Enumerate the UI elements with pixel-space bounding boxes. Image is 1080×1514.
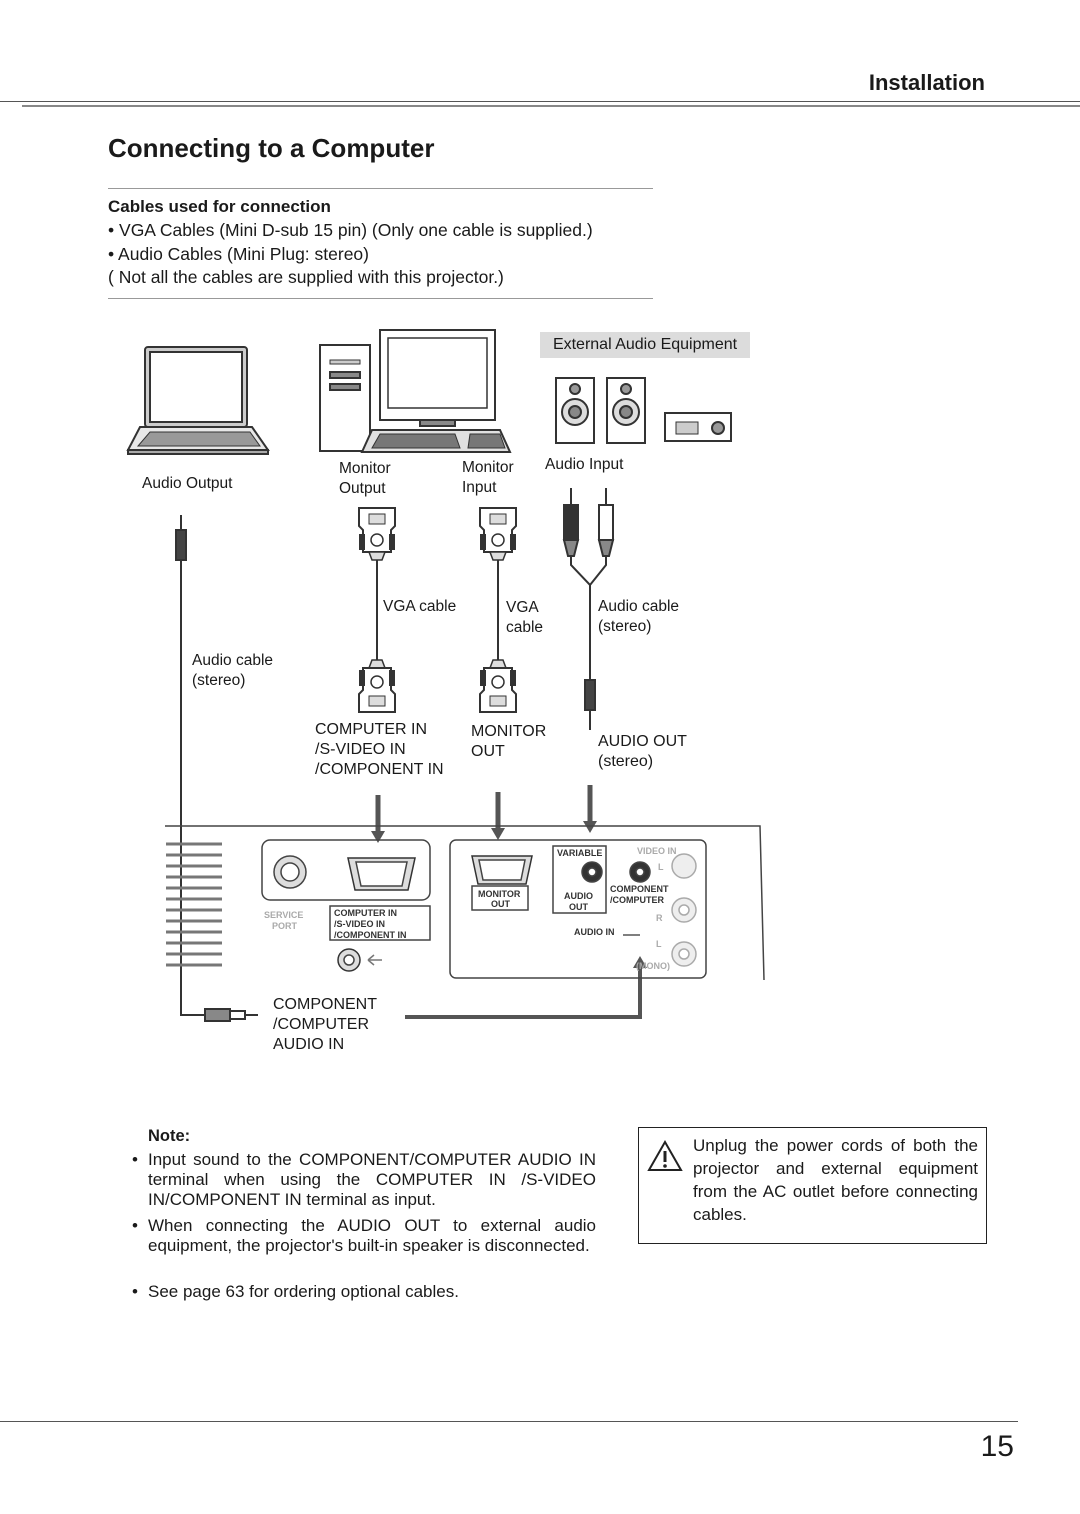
cables-line-2: • Audio Cables (Mini Plug: stereo) xyxy=(108,244,369,264)
panel-svideo-in-label: /S-VIDEO IN xyxy=(334,919,386,929)
component-audio-plug-icon xyxy=(205,1009,258,1021)
component-audio-in-label: COMPONENT /COMPUTER AUDIO IN xyxy=(273,996,377,1053)
monitor-input-label: Monitor Input xyxy=(462,459,514,496)
monitor-out-connector-icon xyxy=(472,856,532,884)
panel-component-in-label: /COMPONENT IN xyxy=(334,930,407,940)
panel-l-label-2: L xyxy=(656,939,662,949)
amplifier-icon xyxy=(665,413,731,441)
vent-grille-icon xyxy=(166,844,222,965)
rca-jack-r-icon xyxy=(672,898,696,922)
panel-service-label: SERVICE xyxy=(264,910,304,920)
footer-rule xyxy=(0,1421,1018,1422)
vga-cable-label-1: VGA cable xyxy=(383,598,457,615)
cables-heading: Cables used for connection xyxy=(108,197,331,216)
note-item-3: • See page 63 for ordering optional cables. xyxy=(132,1282,459,1301)
audio-out-label: AUDIO OUT (stereo) xyxy=(598,733,687,770)
panel-r-label: R xyxy=(656,913,663,923)
panel-mono-label: (MONO) xyxy=(636,961,670,971)
monitor-output-label: Monitor Output xyxy=(339,460,391,497)
note-item-2: • When connecting the AUDIO OUT to external audio equipment, the projector's built-in speaker is disconnected. xyxy=(132,1216,596,1255)
vga-plug-computer-in-icon xyxy=(359,660,395,712)
page-title: Connecting to a Computer xyxy=(108,133,435,163)
audio-output-label: Audio Output xyxy=(142,475,233,492)
section-title: Installation xyxy=(868,70,985,95)
arrow-monitor-out-icon xyxy=(491,792,505,840)
panel-port-label: PORT xyxy=(272,921,298,931)
cables-line-1: • VGA Cables (Mini D-sub 15 pin) (Only one cable is supplied.) xyxy=(108,220,593,240)
panel-monitor-label: MONITOR xyxy=(478,889,521,899)
computer-in-label: COMPUTER IN /S-VIDEO IN /COMPONENT IN xyxy=(315,721,444,778)
page-number: 15 xyxy=(980,1430,1014,1463)
vga-plug-monitor-input-icon xyxy=(480,508,516,560)
panel-audio-label: AUDIO xyxy=(564,891,593,901)
external-audio-label: External Audio Equipment xyxy=(540,332,750,358)
svideo-connector-icon xyxy=(338,949,360,971)
computer-in-connector-icon xyxy=(348,858,415,890)
audio-cable-left-label: Audio cable (stereo) xyxy=(192,652,274,689)
speakers-icon xyxy=(556,378,645,443)
monitor-icon xyxy=(362,330,510,452)
arrow-computer-in-icon xyxy=(371,795,385,843)
rca-jack-video-icon xyxy=(672,854,696,878)
note-item-1: • Input sound to the COMPONENT/COMPUTER AUDIO IN terminal when using the COMPUTER IN /S-VIDEO IN/COMPONENT IN terminal as input. xyxy=(132,1150,596,1209)
panel-computer-label: /COMPUTER xyxy=(610,895,664,905)
laptop-icon xyxy=(128,347,268,454)
computer-tower-icon xyxy=(320,345,370,451)
panel-l-label-1: L xyxy=(658,862,664,872)
service-port-icon xyxy=(274,856,306,888)
panel-audio-in-label: AUDIO IN xyxy=(574,927,615,937)
panel-computer-in-label: COMPUTER IN xyxy=(334,908,397,918)
caution-text: Unplug the power cords of both the projector and external equipment from the AC outlet before connecting cables. xyxy=(693,1136,978,1224)
panel-variable-label: VARIABLE xyxy=(557,848,603,858)
panel-component-label: COMPONENT xyxy=(610,884,669,894)
audio-out-jack-icon xyxy=(582,862,602,882)
cables-line-3: ( Not all the cables are supplied with this projector.) xyxy=(108,267,504,287)
audio-cable-right-label: Audio cable (stereo) xyxy=(598,598,680,635)
panel-video-in-label: VIDEO IN xyxy=(637,846,677,856)
warning-icon xyxy=(647,1140,683,1172)
vga-cable-label-2: VGA cable xyxy=(506,599,544,636)
note-heading: Note: xyxy=(148,1127,191,1145)
audio-input-label: Audio Input xyxy=(545,456,624,473)
vga-plug-monitor-output-icon xyxy=(359,508,395,560)
left-audio-cable xyxy=(176,515,205,1015)
panel-out-label: OUT xyxy=(491,899,510,909)
caution-box xyxy=(638,1127,987,1244)
rca-jack-l-icon xyxy=(672,942,696,966)
arrow-component-audio-in-icon xyxy=(405,956,647,1017)
component-audio-jack-icon xyxy=(630,862,650,882)
vga-plug-monitor-out-icon xyxy=(480,660,516,712)
monitor-out-label: MONITOR OUT xyxy=(471,723,547,760)
panel-audio-out-label: OUT xyxy=(569,902,588,912)
